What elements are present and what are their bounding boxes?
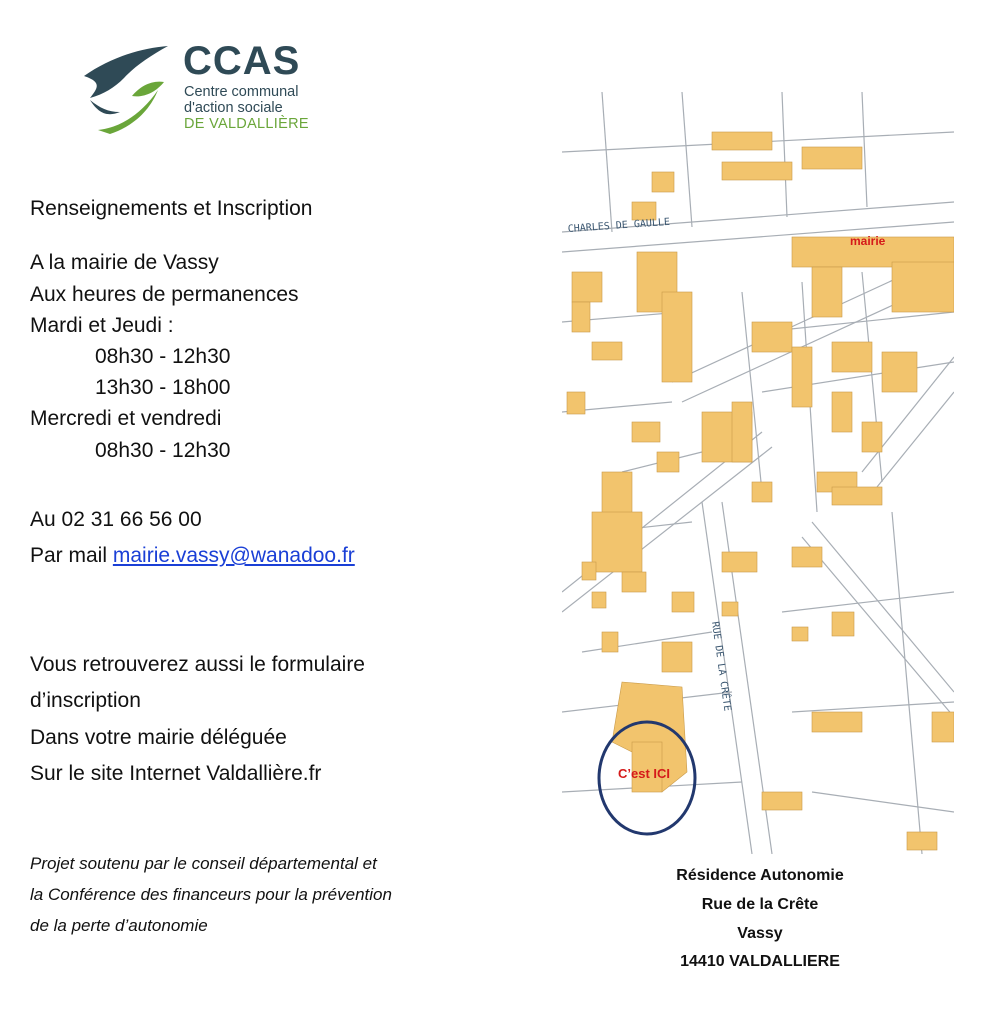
info-hours-title: Aux heures de permanences bbox=[30, 283, 299, 306]
address-line-4: 14410 VALDALLIERE bbox=[680, 953, 840, 970]
logo-line-3: DE VALDALLIÈRE bbox=[184, 116, 309, 132]
info-days-1: Mardi et Jeudi : bbox=[30, 314, 174, 337]
street-map bbox=[562, 92, 954, 854]
address-line-3: Vassy bbox=[737, 925, 783, 942]
mail-link[interactable]: mairie.vassy@wanadoo.fr bbox=[112, 544, 355, 567]
project-line-2: la Conférence des financeurs pour la prévention bbox=[30, 885, 392, 904]
form-line-3: Dans votre mairie déléguée bbox=[30, 726, 287, 749]
info-slot-1: 08h30 - 12h30 bbox=[95, 345, 231, 368]
map-street-label-2: RUE DE LA CRÊTE bbox=[709, 620, 733, 712]
info-phone: Au 02 31 66 56 00 bbox=[30, 508, 202, 531]
info-days-2: Mercredi et vendredi bbox=[30, 407, 222, 430]
logo-line-2: d'action sociale bbox=[184, 100, 283, 116]
info-place: A la mairie de Vassy bbox=[30, 251, 219, 274]
project-line-3: de la perte d’autonomie bbox=[30, 916, 208, 935]
project-line-1: Projet soutenu par le conseil départemental et bbox=[30, 854, 377, 873]
info-mail-line bbox=[30, 543, 355, 569]
address-line-2: Rue de la Crête bbox=[701, 896, 819, 913]
address-line-1: Résidence Autonomie bbox=[676, 867, 844, 884]
hand-leaf-logo-icon bbox=[80, 38, 180, 138]
info-heading: Renseignements et Inscription bbox=[30, 197, 313, 220]
map-street-label-1: CHARLES DE GAULLE bbox=[567, 216, 671, 235]
logo-brand: CCAS bbox=[183, 39, 301, 83]
ccas-logo bbox=[80, 38, 340, 138]
map-label-mairie: mairie bbox=[850, 234, 886, 248]
info-mail-prefix: Par mail bbox=[30, 544, 113, 567]
logo-line-1: Centre communal bbox=[184, 84, 299, 100]
form-line-1: Vous retrouverez aussi le formulaire bbox=[30, 653, 365, 676]
info-slot-2: 13h30 - 18h00 bbox=[95, 376, 231, 399]
map-label-here: C’est ICI bbox=[618, 766, 671, 781]
form-line-4: Sur le site Internet Valdallière.fr bbox=[30, 762, 322, 785]
info-slot-3: 08h30 - 12h30 bbox=[95, 439, 231, 462]
form-line-2: d’inscription bbox=[30, 689, 141, 712]
